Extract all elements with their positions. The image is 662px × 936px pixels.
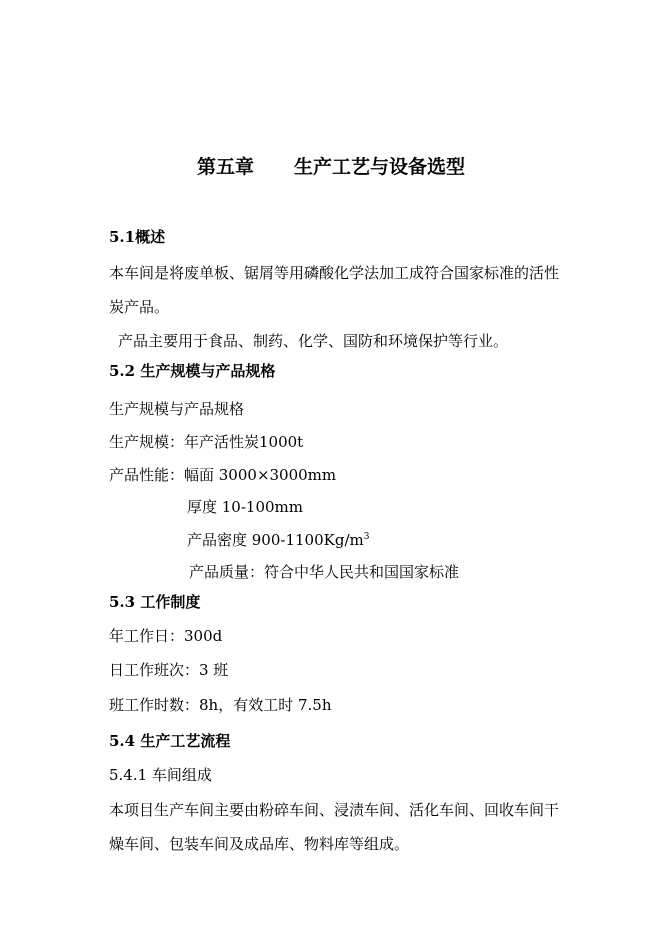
chapter-name: 生产工艺与设备选型 — [294, 156, 466, 178]
paragraph-workshop-line2: 燥车间、包装车间及成品库、物料库等组成。 — [109, 835, 410, 853]
section-heading-5-2: 5.2 生产规模与产品规格 — [109, 362, 276, 380]
work-days: 年工作日：300d — [109, 627, 223, 645]
paragraph-overview-line2: 炭产品。 — [109, 298, 170, 316]
chapter-number: 第五章 — [196, 156, 254, 178]
product-spec-thickness: 厚度 10-100mm — [187, 498, 304, 516]
scale-subtitle: 生产规模与产品规格 — [109, 400, 245, 418]
chapter-title — [0, 154, 662, 180]
product-spec-density: 产品密度 $900-1100Kg/m^3$ — [187, 531, 370, 549]
production-scale: 生产规模：年产活性炭1000t — [109, 433, 304, 451]
product-spec-size: 产品性能：幅面 3000×3000mm — [109, 466, 337, 484]
work-hours: 班工作时数：8h，有效工时 7.5h — [109, 696, 332, 714]
paragraph-usage: 产品主要用于食品、制药、化学、国防和环境保护等行业。 — [118, 332, 509, 350]
paragraph-workshop-line1: 本项目生产车间主要由粉碎车间、浸渍车间、活化车间、回收车间干 — [109, 801, 560, 819]
product-spec-quality: 产品质量：符合中华人民共和国国家标准 — [189, 563, 460, 581]
paragraph-overview-line1: 本车间是将废单板、锯屑等用磷酸化学法加工成符合国家标准的活性 — [109, 264, 560, 282]
work-shifts: 日工作班次：3 班 — [109, 661, 229, 679]
section-heading-5-3: 5.3 工作制度 — [109, 593, 201, 611]
section-heading-5-4: 5.4 生产工艺流程 — [109, 732, 231, 750]
section-heading-5-1: 5.1概述 — [109, 228, 166, 246]
density-superscript: 3 — [363, 532, 370, 542]
subsection-5-4-1: 5.4.1 车间组成 — [109, 766, 212, 784]
